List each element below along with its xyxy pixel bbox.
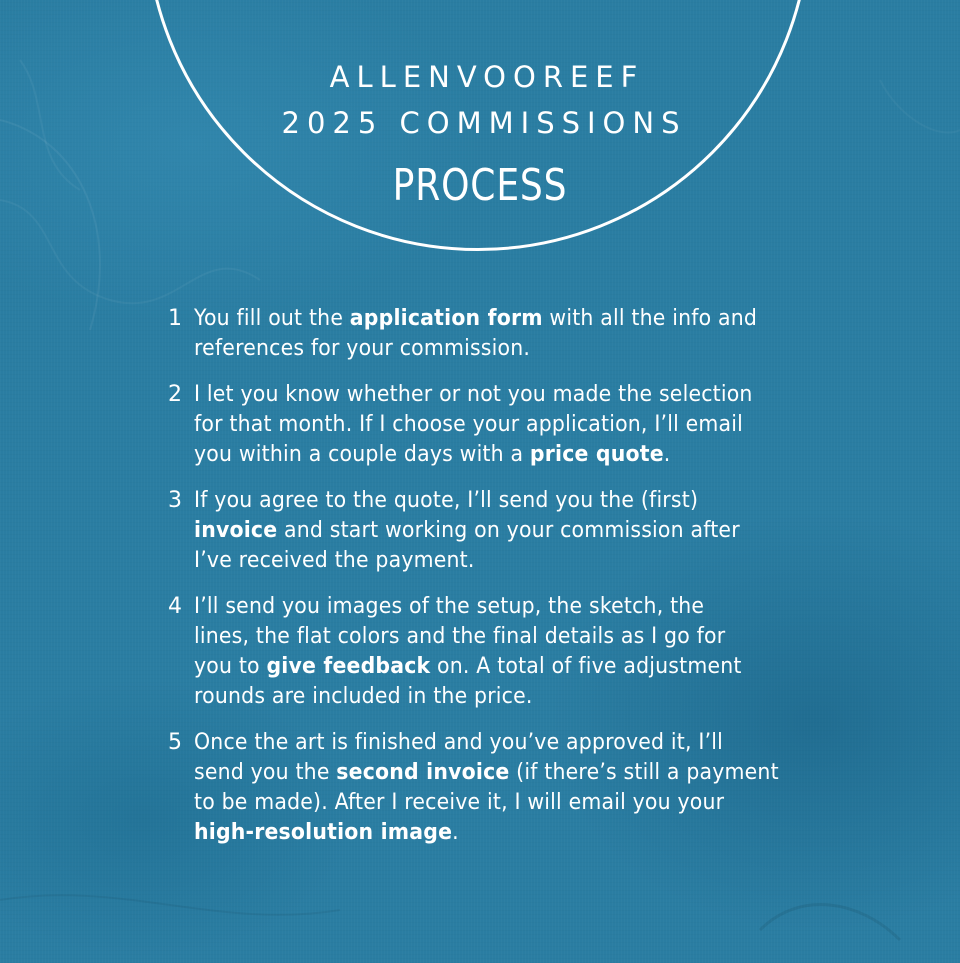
step-text-segment: . <box>663 442 671 467</box>
step-text-line <box>194 440 808 470</box>
step-text-segment: (if there’s still a payment <box>509 760 779 785</box>
step-text-segment: with all the info and <box>542 306 758 331</box>
commissions-subtitle: 2025 COMMISSIONS <box>281 106 687 140</box>
step-text-segment: If you agree to the quote, I’ll send you the (first) <box>194 488 699 513</box>
step-text <box>194 304 808 364</box>
step-text-segment: you within a couple days with a <box>194 442 530 467</box>
step-text-segment: lines, the flat colors and the final details as I go for <box>194 624 726 649</box>
step-text-segment: for that month. If I choose your application, I’ll email <box>194 412 744 437</box>
step-number: 2 <box>168 382 182 407</box>
step-text-segment: references for your commission. <box>194 336 531 361</box>
step-text-line <box>194 788 808 818</box>
step-text <box>194 380 808 470</box>
emphasized-term: application form <box>349 306 543 331</box>
step-number: 1 <box>168 306 182 331</box>
process-step-3 <box>168 486 828 576</box>
step-text-line <box>194 546 808 576</box>
step-text-line <box>194 304 808 334</box>
step-text-segment: rounds are included in the price. <box>194 684 533 709</box>
step-text-line <box>194 652 808 682</box>
step-text <box>194 728 808 848</box>
step-number: 3 <box>168 488 182 513</box>
step-text-segment: You fill out the <box>194 306 350 331</box>
step-text-segment: I let you know whether or not you made the selection <box>194 382 753 407</box>
step-text-line <box>194 682 808 712</box>
step-text-segment: . <box>452 820 459 845</box>
process-step-5 <box>168 728 828 848</box>
step-number: 4 <box>168 594 182 619</box>
emphasized-term: give feedback <box>266 654 431 679</box>
step-text-segment: I’ve received the payment. <box>194 548 475 573</box>
emphasized-term: second invoice <box>336 760 510 785</box>
step-text-line <box>194 516 808 546</box>
step-text-line <box>194 728 808 758</box>
step-text-segment: I’ll send you images of the setup, the sketch, the <box>194 594 705 619</box>
step-text-segment: you to <box>194 654 267 679</box>
process-steps-list <box>168 304 828 864</box>
step-text <box>194 592 808 712</box>
step-text-segment: Once the art is finished and you’ve approved it, I’ll <box>194 730 724 755</box>
step-text-segment: and start working on your commission after <box>277 518 740 543</box>
emphasized-term: invoice <box>194 518 278 543</box>
step-text-line <box>194 380 808 410</box>
step-text-line <box>194 622 808 652</box>
step-text-segment: on. A total of five adjustment <box>430 654 742 679</box>
process-step-1 <box>168 304 828 364</box>
step-text-line <box>194 592 808 622</box>
step-text <box>194 486 808 576</box>
process-step-4 <box>168 592 828 712</box>
emphasized-term: price quote <box>529 442 664 467</box>
step-text-segment: to be made). After I receive it, I will email you your <box>194 790 725 815</box>
brand-name: ALLENVOOREEF <box>329 60 645 94</box>
step-number: 5 <box>168 730 182 755</box>
step-text-line <box>194 410 808 440</box>
step-text-line <box>194 758 808 788</box>
step-text-line <box>194 486 808 516</box>
emphasized-term: high-resolution image <box>194 820 453 845</box>
step-text-line <box>194 818 808 848</box>
page-title: PROCESS <box>392 160 568 211</box>
step-text-line <box>194 334 808 364</box>
step-text-segment: send you the <box>194 760 337 785</box>
process-step-2 <box>168 380 828 470</box>
